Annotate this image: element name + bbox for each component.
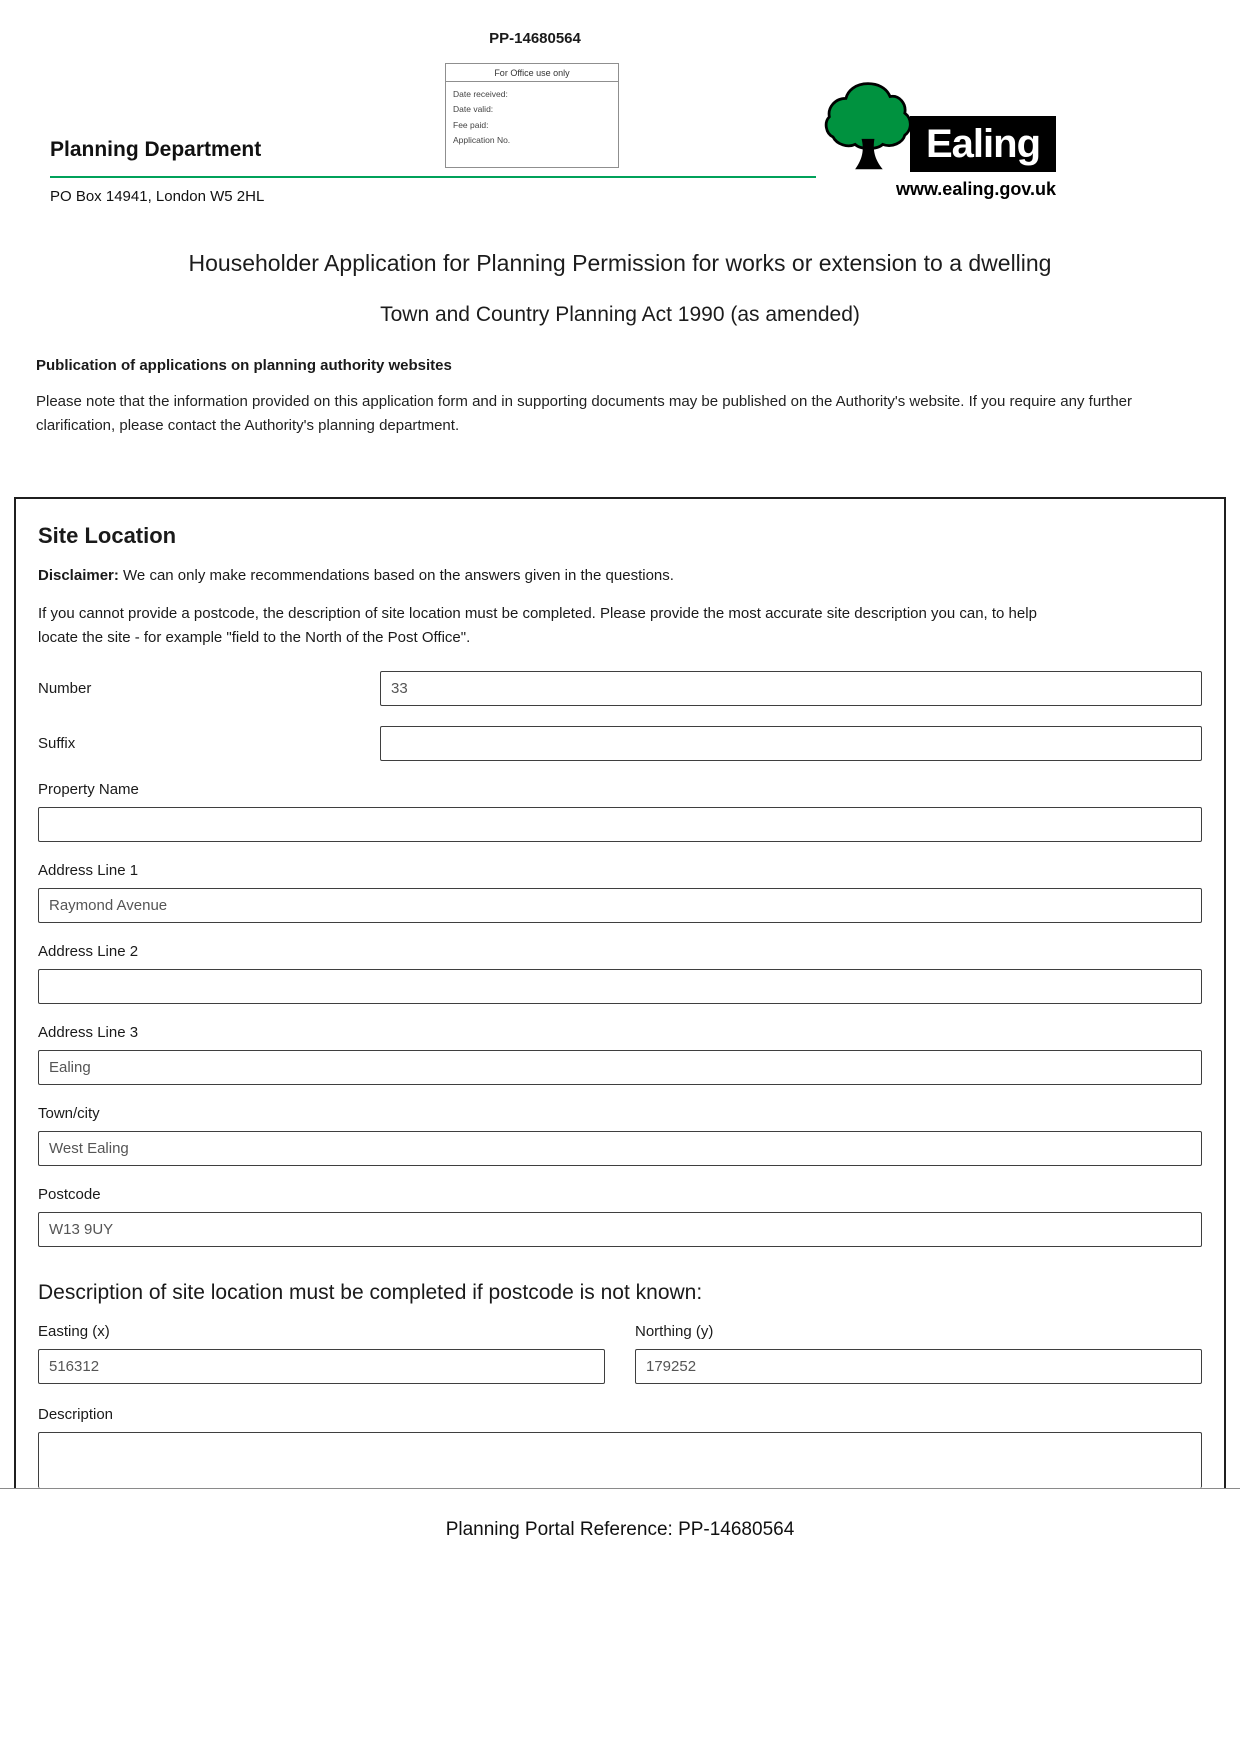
footer-reference: Planning Portal Reference: PP-14680564 [445, 1519, 795, 1541]
northing-label: Northing (y) [635, 1323, 714, 1341]
address-line-2-label: Address Line 2 [38, 943, 139, 961]
disclaimer [38, 567, 1202, 584]
publication-heading: Publication of applications on planning authority websites [36, 357, 452, 374]
field-row-address-line-1 [38, 862, 1202, 923]
ealing-website-url: www.ealing.gov.uk [895, 179, 1056, 199]
page-header [0, 0, 1240, 230]
description-label: Description [38, 1406, 114, 1424]
field-row-postcode [38, 1186, 1202, 1247]
postcode-label: Postcode [38, 1186, 101, 1204]
field-row-property-name [38, 781, 1202, 842]
easting-label: Easting (x) [38, 1323, 110, 1341]
description-requirement-heading: Description of site location must be completed if postcode is not known: [38, 1281, 703, 1305]
address-line-1-label: Address Line 1 [38, 862, 139, 880]
office-field-date-received: Date received: [453, 89, 508, 99]
office-use-box [445, 63, 619, 168]
ealing-logo-row [820, 80, 1056, 172]
number-label: Number [38, 680, 92, 698]
town-city-label: Town/city [38, 1105, 100, 1123]
office-box-fields [446, 82, 618, 153]
field-row-town-city [38, 1105, 1202, 1166]
office-field-date-valid: Date valid: [453, 104, 494, 115]
field-row-description [38, 1406, 1202, 1488]
office-field-fee-paid: Fee paid: [453, 119, 489, 130]
site-location-intro: If you cannot provide a postcode, the description of site location must be completed. Please provide the most accurate site description you can, to help locate the site - for example "field to the North of the Post Office". [38, 604, 1037, 647]
ealing-wordmark: Ealing [910, 116, 1056, 172]
header-divider [50, 176, 816, 178]
form-title: Householder Application for Planning Permission for works or extension to a dwelling [188, 250, 1052, 276]
postcode-input[interactable] [38, 1212, 1202, 1247]
disclaimer-text: We can only make recommendations based on the answers given in the questions. [123, 566, 674, 584]
office-box-title: For Office use only [446, 64, 618, 82]
ealing-logo [820, 80, 1056, 200]
form-subtitle: Town and Country Planning Act 1990 (as amended) [380, 303, 860, 326]
field-row-suffix [38, 726, 1202, 761]
address-line-2-input[interactable] [38, 969, 1202, 1004]
northing-input[interactable] [635, 1349, 1202, 1384]
address-line-3-label: Address Line 3 [38, 1024, 139, 1042]
field-northing [635, 1323, 1202, 1384]
field-row-address-line-3 [38, 1024, 1202, 1085]
number-input[interactable] [380, 671, 1202, 706]
field-row-address-line-2 [38, 943, 1202, 1004]
form-reference-top: PP-14680564 [489, 30, 581, 47]
town-city-input[interactable] [38, 1131, 1202, 1166]
property-name-label: Property Name [38, 781, 139, 799]
department-title: Planning Department [50, 138, 262, 161]
disclaimer-label: Disclaimer: [38, 566, 119, 584]
site-location-section [14, 497, 1226, 1489]
publication-text: Please note that the information provided on this application form and in supporting documents may be published on the Authority's website. If you require any further clarification, please contact the Authority's planning department. [36, 393, 1133, 435]
site-location-heading: Site Location [38, 522, 177, 548]
coordinates-row [38, 1323, 1202, 1384]
office-field-application-no: Application No. [453, 134, 511, 145]
field-easting [38, 1323, 605, 1384]
property-name-input[interactable] [38, 807, 1202, 842]
address-line-3-input[interactable] [38, 1050, 1202, 1085]
suffix-input[interactable] [380, 726, 1202, 761]
department-address: PO Box 14941, London W5 2HL [50, 188, 265, 205]
suffix-label: Suffix [38, 735, 76, 753]
tree-icon [820, 80, 916, 172]
address-line-1-input[interactable] [38, 888, 1202, 923]
page-break-divider [0, 1488, 1240, 1489]
description-input[interactable] [38, 1432, 1202, 1488]
easting-input[interactable] [38, 1349, 605, 1384]
field-row-number [38, 671, 1202, 706]
